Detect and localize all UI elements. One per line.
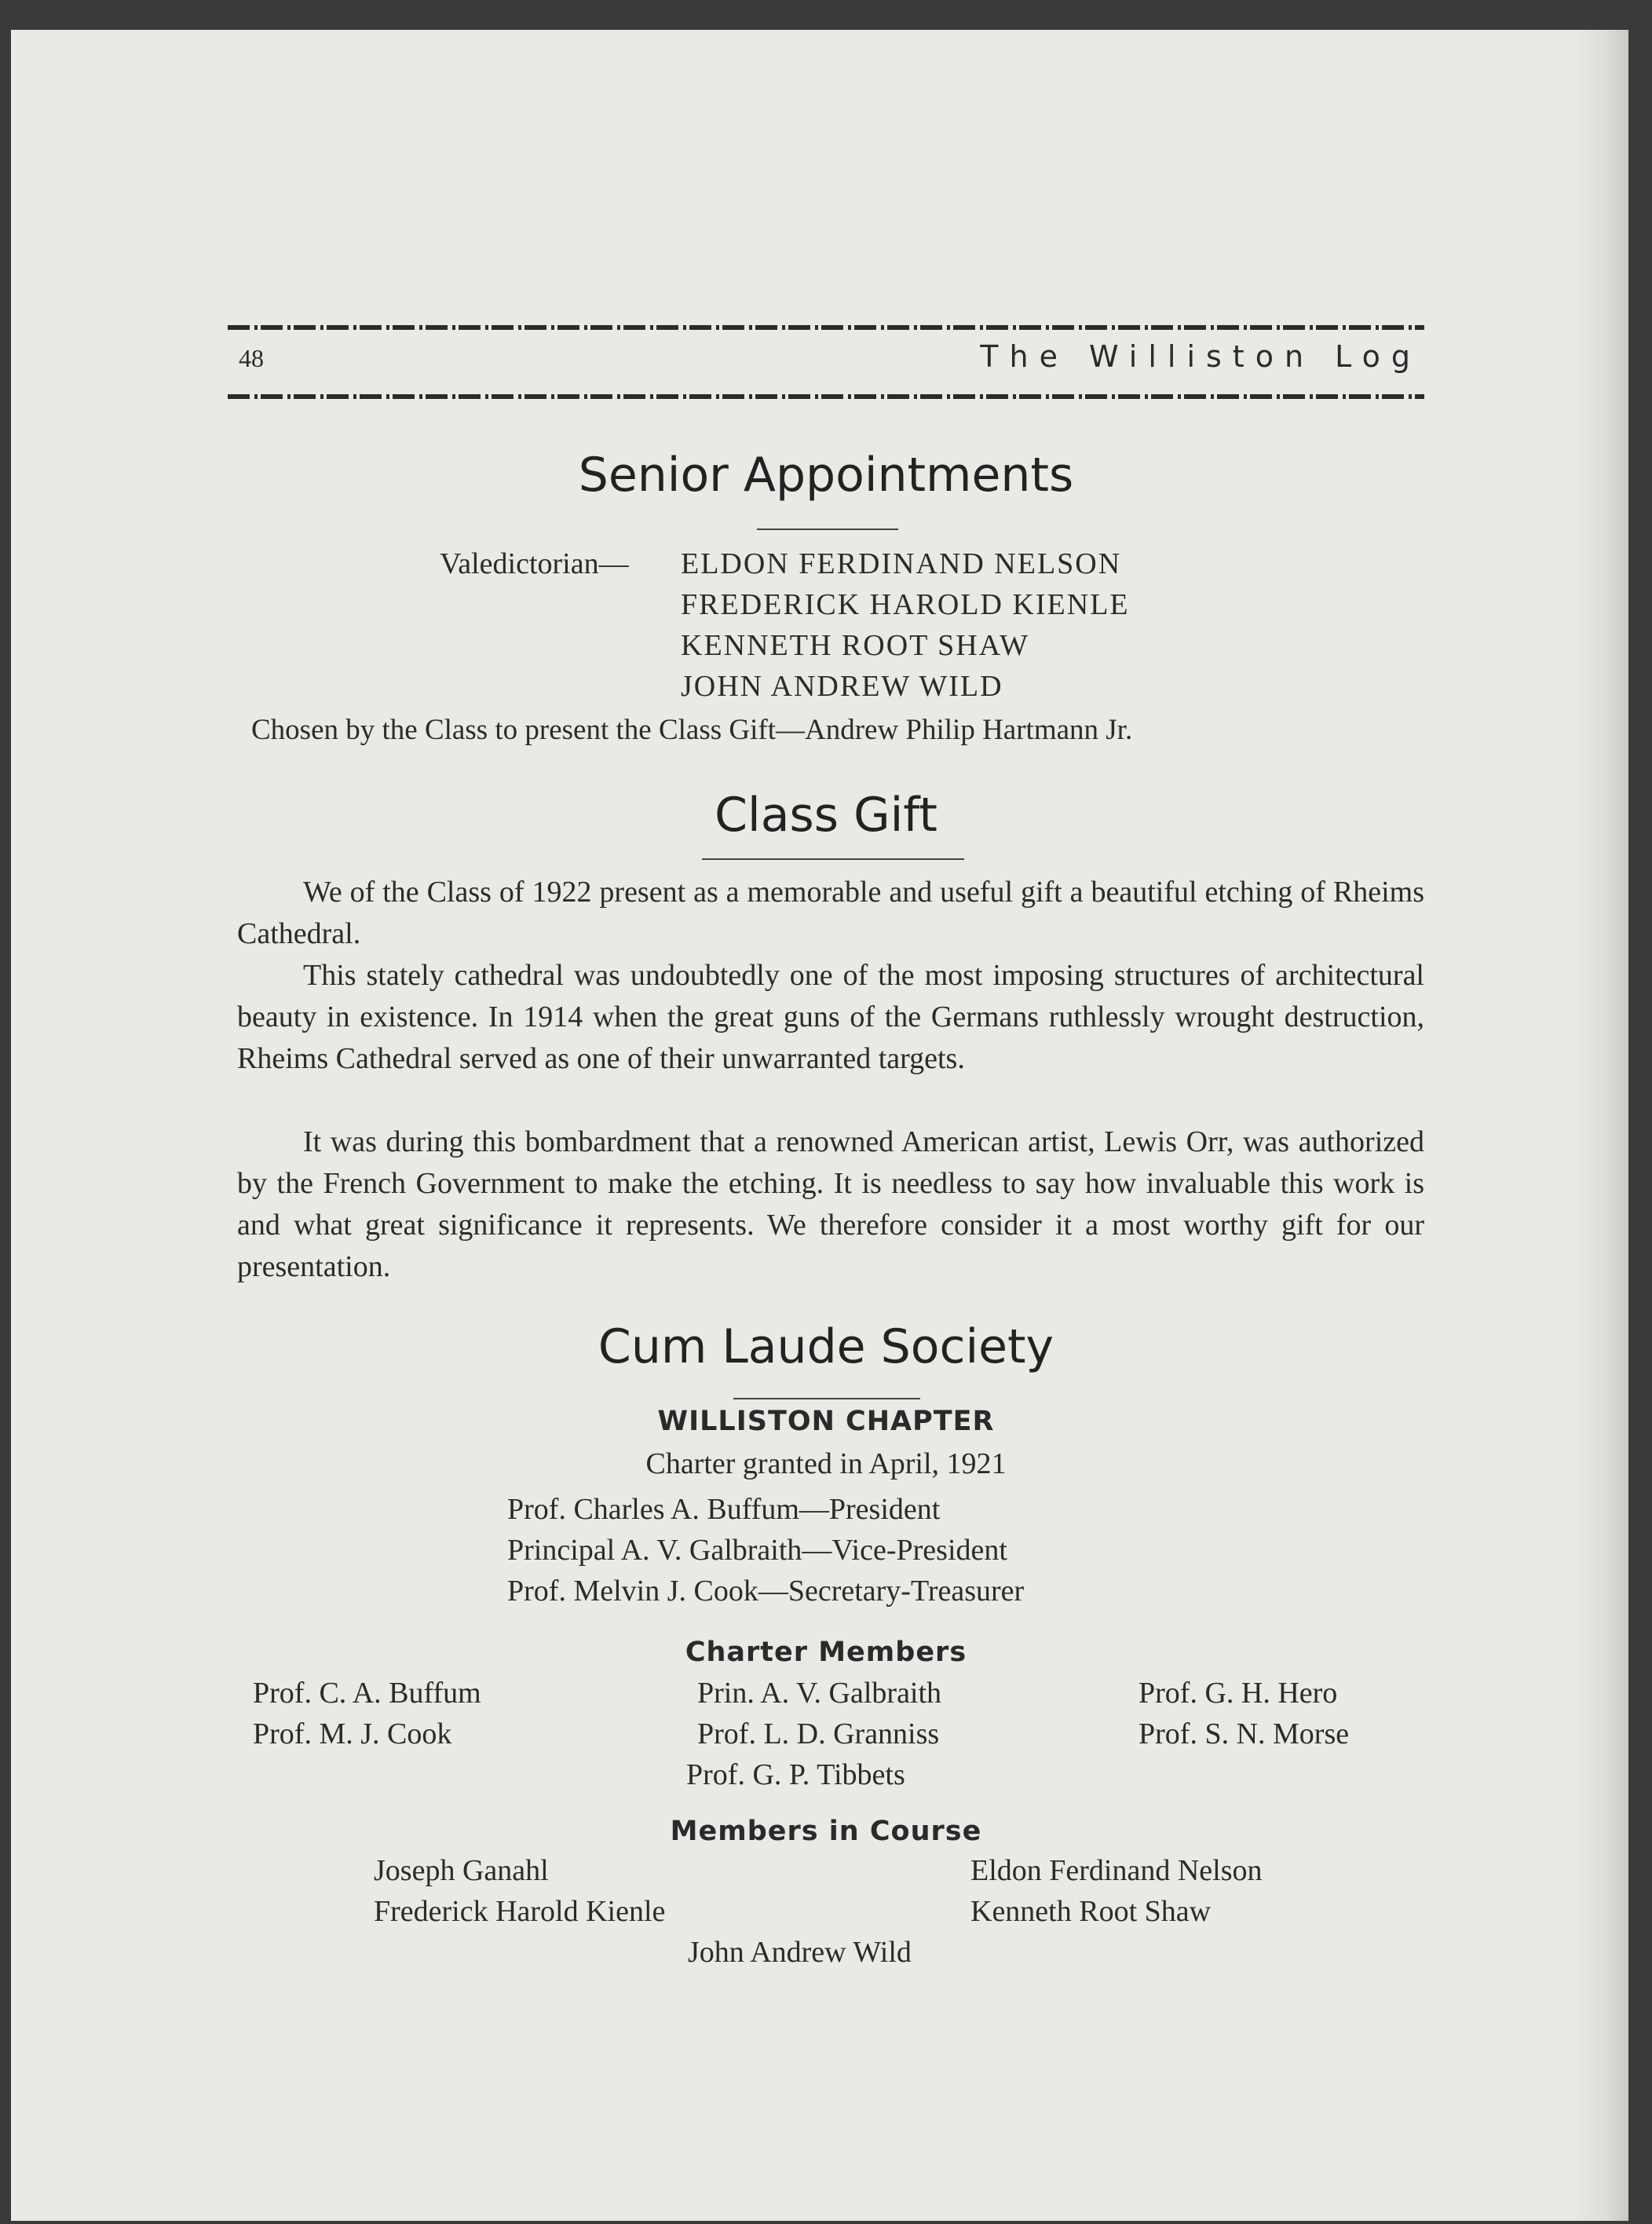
- senior-appointments-title: Senior Appointments: [578, 448, 1074, 503]
- charter-member: Prof. C. A. Buffum: [253, 1677, 481, 1710]
- header-rule-bottom: [228, 394, 1424, 399]
- running-header: [228, 339, 1424, 386]
- header-rule-top: [228, 325, 1424, 330]
- course-member: Kenneth Root Shaw: [970, 1895, 1212, 1928]
- officer: Principal A. V. Galbraith—Vice-President: [507, 1534, 1007, 1567]
- paragraph: This stately cathedral was undoubtedly one of the most imposing structures of architectural beauty in existence. In 1914 when the great guns of the Germans ruthlessly wrought destruction, Rheims Cathedral served as one of their unwarranted targets.: [237, 959, 1424, 1075]
- running-title: The Williston Log: [980, 339, 1421, 374]
- course-member: Eldon Ferdinand Nelson: [970, 1854, 1263, 1887]
- charter-members-heading: Charter Members: [685, 1637, 967, 1668]
- course-member: Joseph Ganahl: [374, 1854, 549, 1887]
- course-member: Frederick Harold Kienle: [374, 1895, 666, 1928]
- charter-member: Prof. G. P. Tibbets: [686, 1758, 905, 1791]
- title-underline: [757, 529, 898, 530]
- chapter-name: WILLISTON CHAPTER: [657, 1406, 995, 1437]
- title-underline: [702, 858, 964, 860]
- appointee-name: ELDON FERDINAND NELSON: [681, 547, 1122, 580]
- page-edge: [1573, 30, 1628, 2221]
- appointee-name: JOHN ANDREW WILD: [681, 670, 1003, 703]
- title-underline: [733, 1398, 920, 1399]
- charter-member: Prof. L. D. Granniss: [697, 1717, 940, 1750]
- cum-laude-title: Cum Laude Society: [598, 1319, 1054, 1374]
- charter-member: Prof. M. J. Cook: [253, 1717, 452, 1750]
- appointee-name: FREDERICK HAROLD KIENLE: [681, 588, 1130, 621]
- valedictorian-label: Valedictorian—: [440, 547, 629, 580]
- members-in-course-heading: Members in Course: [670, 1816, 982, 1847]
- officer: Prof. Melvin J. Cook—Secretary-Treasurer: [507, 1575, 1025, 1608]
- class-gift-title: Class Gift: [715, 788, 937, 843]
- gift-presenter-line: Chosen by the Class to present the Class Gift—Andrew Philip Hartmann Jr.: [251, 714, 1133, 746]
- course-member: John Andrew Wild: [688, 1936, 912, 1969]
- charter-member: Prof. G. H. Hero: [1138, 1677, 1338, 1710]
- officer: Prof. Charles A. Buffum—President: [507, 1493, 941, 1526]
- paragraph: It was during this bombardment that a renowned American artist, Lewis Orr, was authorized by the French Government to make the etching. It is needless to say how invaluable this work is and what great significance it represents. We therefore consider it a most worthy gift for our presentation.: [237, 1125, 1424, 1283]
- page-number: 48: [239, 344, 264, 372]
- appointee-name: KENNETH ROOT SHAW: [681, 629, 1030, 662]
- charter-member: Prin. A. V. Galbraith: [697, 1677, 942, 1710]
- paragraph: We of the Class of 1922 present as a memorable and useful gift a beautiful etching of Rheims Cathedral.: [237, 876, 1424, 950]
- charter-member: Prof. S. N. Morse: [1138, 1717, 1350, 1750]
- charter-date: Charter granted in April, 1921: [645, 1447, 1007, 1480]
